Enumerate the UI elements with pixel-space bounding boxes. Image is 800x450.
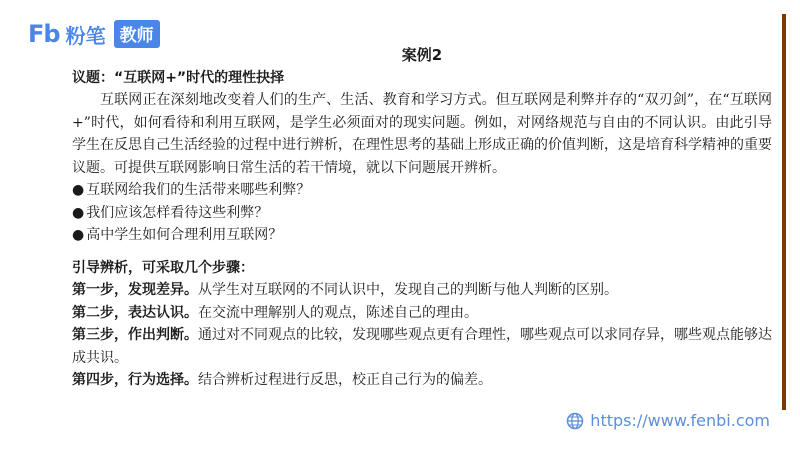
- bullet-item: [72, 179, 772, 202]
- step-lead: 第四步，行为选择。: [72, 372, 198, 388]
- bullet-icon: ●: [72, 182, 85, 198]
- step-text: 从学生对互联网的不同认识中，发现自己的判断与他人判断的区别。: [198, 282, 618, 298]
- right-border-rule: [782, 14, 786, 410]
- globe-icon: [566, 412, 584, 430]
- bullet-item: [72, 202, 772, 225]
- bullet-icon: ●: [72, 227, 85, 243]
- step-lead: 第一步，发现差异。: [72, 282, 198, 298]
- step-text: 结合辨析过程进行反思，校正自己行为的偏差。: [198, 372, 492, 388]
- bullet-item: [72, 224, 772, 247]
- bullet-text: 我们应该怎样看待这些利弊？: [86, 204, 269, 221]
- case-content: [72, 44, 772, 392]
- intro-paragraph: 互联网正在深刻地改变着人们的生产、生活、教育和学习方式。但互联网是利弊并存的“双刃剑”，在“互联网+”时代，如何看待和利用互联网，是学生必须面对的现实问题。例如，对网络规范与自由的不同认识。由此引导学生在反思自己生活经验的过程中进行辨析，在理性思考的基础上形成正确的价值判断，这是培育科学精神的重要议题。可提供互联网影响日常生活的若干情境，就以下问题展开辨析。: [72, 92, 772, 176]
- step-lead: 第三步，作出判断。: [72, 327, 198, 343]
- bullet-text: 高中学生如何合理利用互联网？: [86, 227, 283, 243]
- footer-url[interactable]: [566, 411, 770, 430]
- step-2: [72, 302, 772, 325]
- topic-heading: 议题：“互联网+”时代的理性抉择: [72, 69, 285, 86]
- guide-heading: 引导辨析，可采取几个步骤：: [72, 259, 254, 276]
- footer-url-text[interactable]: https://www.fenbi.com: [590, 411, 770, 430]
- case-title: 案例2: [401, 46, 443, 64]
- step-4: [72, 369, 772, 392]
- logo-name: 粉笔: [65, 23, 106, 48]
- logo-mark: Fb: [28, 20, 60, 48]
- bullet-text: 互联网给我们的生活带来哪些利弊？: [86, 182, 311, 198]
- logo-badge: 教师: [114, 20, 160, 48]
- step-text: 在交流中理解别人的观点，陈述自己的理由。: [198, 304, 478, 321]
- step-3: [72, 324, 772, 369]
- step-text: 通过对不同观点的比较，发现哪些观点更有合理性，哪些观点可以求同存异，哪些观点能够达成共识。: [72, 327, 772, 366]
- bullet-icon: ●: [72, 204, 85, 221]
- step-lead: 第二步，表达认识。: [72, 304, 198, 321]
- step-1: [72, 279, 772, 302]
